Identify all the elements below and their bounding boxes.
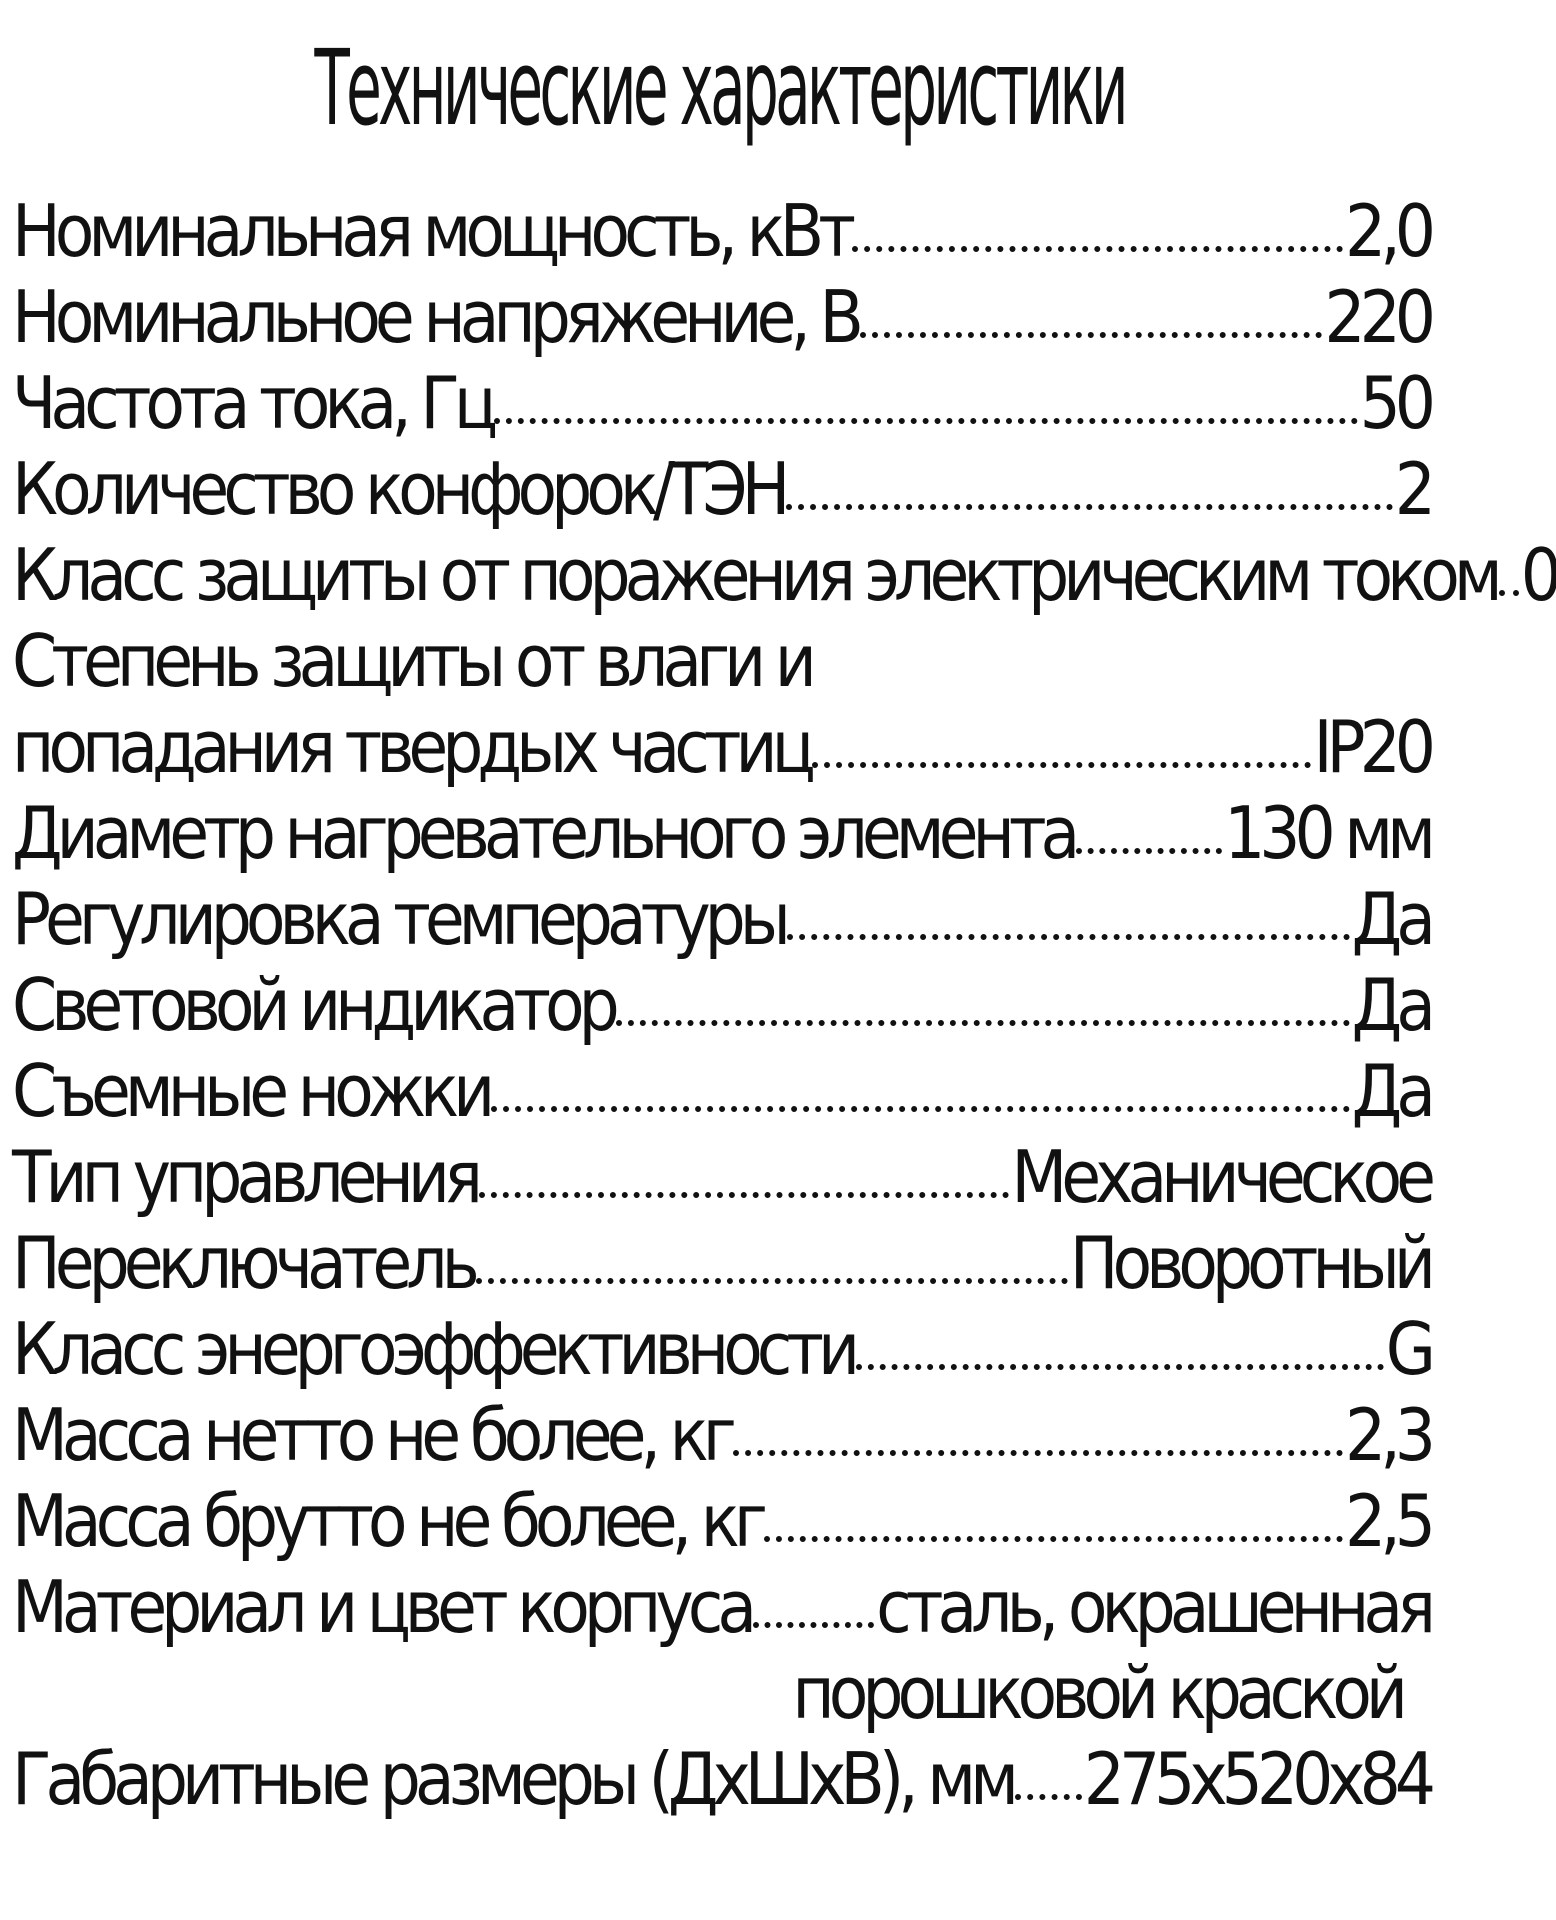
spec-row-switch — [12, 1220, 1430, 1306]
dot-leader — [491, 1098, 1349, 1112]
dot-leader — [1499, 582, 1519, 596]
spec-row-net-weight — [12, 1392, 1430, 1478]
spec-label: Частота тока, Гц — [12, 361, 492, 445]
spec-row-burners — [12, 446, 1430, 532]
spec-row-indicator — [12, 962, 1430, 1048]
spec-label: Материал и цвет корпуса — [12, 1565, 752, 1649]
dot-leader — [852, 238, 1343, 252]
spec-row-ip — [12, 704, 1430, 790]
page-title-text: Технические характеристики — [314, 27, 1125, 149]
dot-leader — [753, 1614, 874, 1628]
dot-leader — [764, 1528, 1343, 1542]
spec-row-material — [12, 1564, 1430, 1650]
spec-row-diameter — [12, 790, 1430, 876]
spec-row-shock-class — [12, 532, 1556, 618]
spec-row-power — [12, 188, 1430, 274]
spec-label: Съемные ножки — [12, 1049, 490, 1133]
spec-label: Класс защиты от поражения электрическим током — [12, 533, 1497, 617]
spec-value: Механическое — [1011, 1135, 1430, 1219]
spec-row-frequency — [12, 360, 1430, 446]
dot-leader — [1015, 1786, 1082, 1800]
spec-value-continuation: порошковой краской — [792, 1651, 1402, 1735]
page-title — [0, 28, 1439, 148]
dot-leader — [479, 1184, 1009, 1198]
spec-value: 2,3 — [1345, 1393, 1430, 1477]
spec-value: 220 — [1324, 275, 1430, 359]
dot-leader — [786, 496, 1392, 510]
spec-label: Номинальная мощность, кВт — [12, 189, 850, 273]
spec-value: 275х520х84 — [1083, 1737, 1430, 1821]
spec-label: Световой индикатор — [12, 963, 614, 1047]
spec-row-gross-weight — [12, 1478, 1430, 1564]
spec-value: 50 — [1359, 361, 1430, 445]
spec-row-dimensions — [12, 1736, 1430, 1822]
dot-leader — [812, 754, 1312, 768]
dot-leader — [860, 324, 1322, 338]
dot-leader — [856, 1356, 1384, 1370]
spec-label: Класс энергоэффективности — [12, 1307, 855, 1391]
spec-row-energy-class — [12, 1306, 1430, 1392]
spec-value: Да — [1351, 877, 1430, 961]
spec-row-legs — [12, 1048, 1430, 1134]
dot-leader — [787, 926, 1350, 940]
spec-label: Регулировка температуры — [12, 877, 785, 961]
spec-row-ip-line1 — [12, 618, 1430, 704]
spec-value: Поворотный — [1069, 1221, 1430, 1305]
spec-label: Количество конфорок/ТЭН — [12, 447, 785, 531]
dot-leader — [1076, 840, 1222, 854]
dot-leader — [616, 1012, 1350, 1026]
dot-leader — [733, 1442, 1343, 1456]
dot-leader — [494, 410, 1358, 424]
spec-row-control-type — [12, 1134, 1430, 1220]
spec-label: Диаметр нагревательного элемента — [12, 791, 1075, 875]
spec-list — [12, 188, 1556, 1822]
spec-label: Переключатель — [12, 1221, 474, 1305]
spec-label: Номинальное напряжение, В — [12, 275, 858, 359]
spec-row-voltage — [12, 274, 1430, 360]
spec-value: 0 — [1520, 533, 1556, 617]
dot-leader — [476, 1270, 1068, 1284]
spec-label-line2: попадания твердых частиц — [12, 705, 810, 789]
spec-value: 2 — [1394, 447, 1430, 531]
spec-value: сталь, окрашенная — [876, 1565, 1430, 1649]
spec-label: Габаритные размеры (ДхШхВ), мм — [12, 1737, 1014, 1821]
spec-value: IP20 — [1313, 705, 1430, 789]
spec-label: Тип управления — [12, 1135, 477, 1219]
spec-label: Масса брутто не более, кг — [12, 1479, 762, 1563]
spec-label-line1: Степень защиты от влаги и — [12, 619, 811, 703]
spec-value: Да — [1351, 1049, 1430, 1133]
spec-value: 130 мм — [1224, 791, 1430, 875]
spec-value: Да — [1351, 963, 1430, 1047]
spec-value: G — [1385, 1307, 1430, 1391]
spec-value: 2,0 — [1345, 189, 1430, 273]
spec-value: 2,5 — [1345, 1479, 1430, 1563]
spec-label: Масса нетто не более, кг — [12, 1393, 731, 1477]
spec-row-temp-control — [12, 876, 1430, 962]
